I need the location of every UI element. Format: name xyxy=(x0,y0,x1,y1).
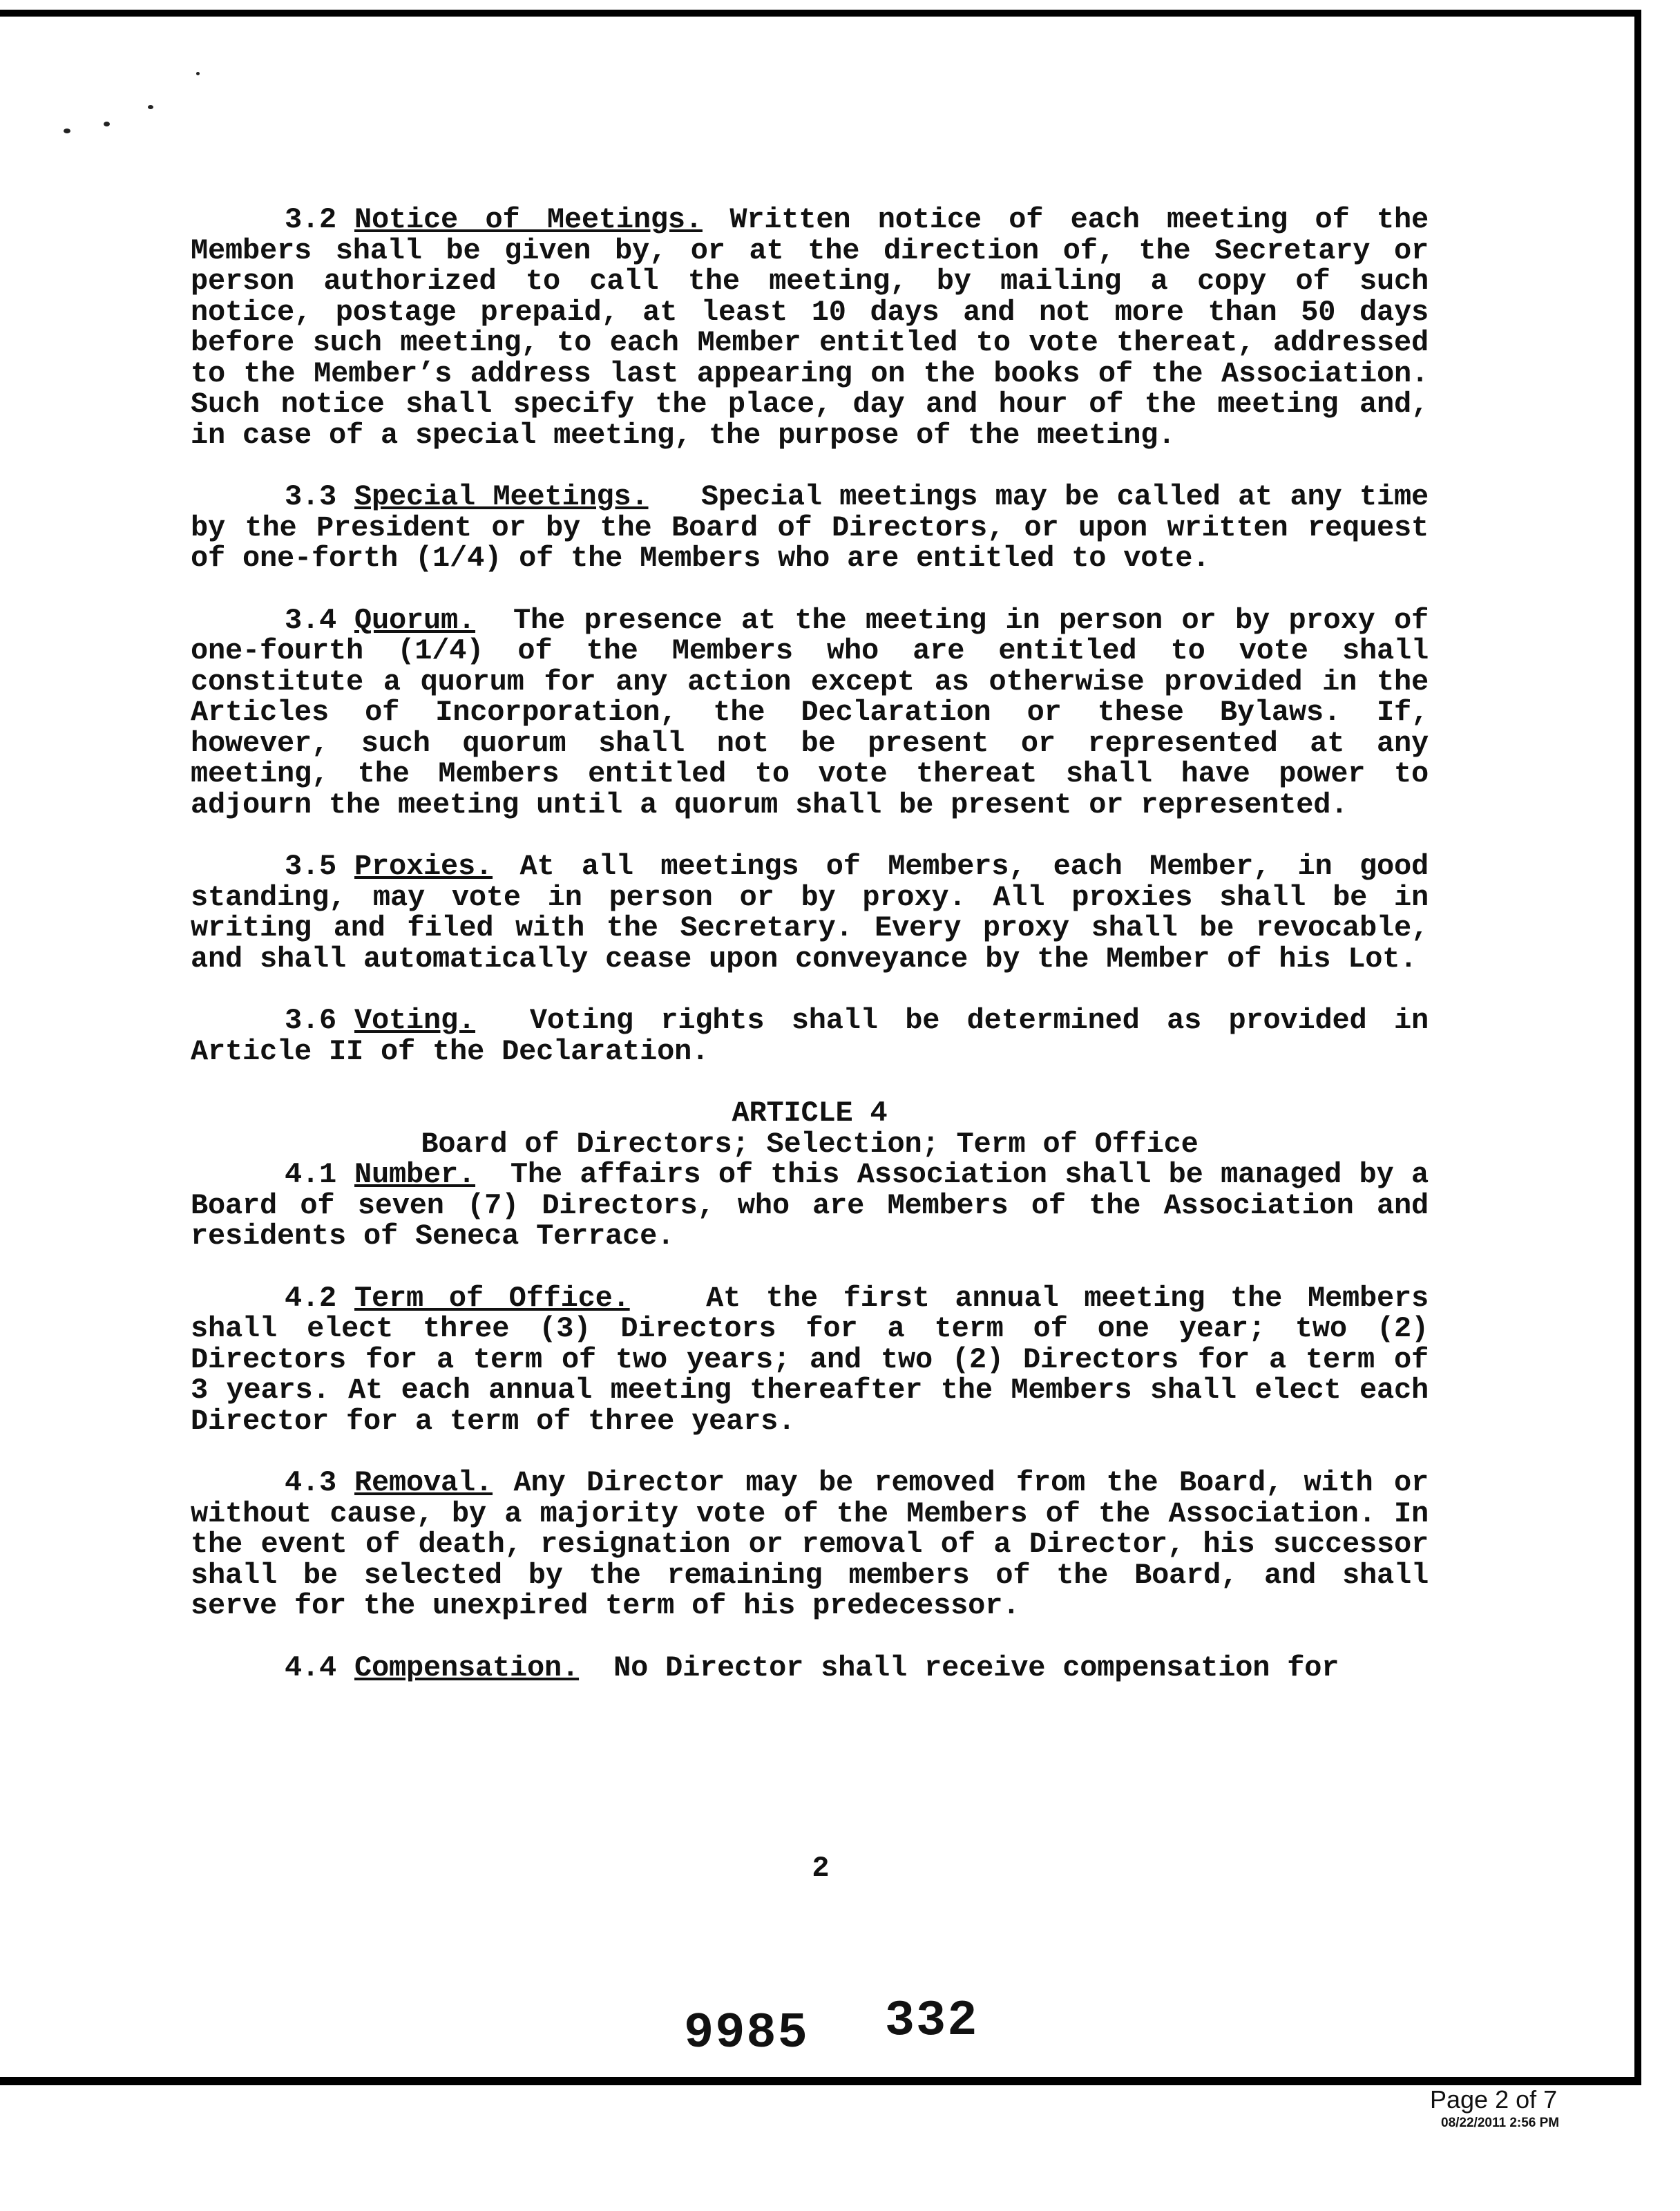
scan-speck xyxy=(64,129,70,133)
section-4-2 xyxy=(191,1283,1429,1437)
section-number: 4.1 xyxy=(285,1158,337,1191)
footer-timestamp: 08/22/2011 2:56 PM xyxy=(1441,2116,1560,2130)
section-number: 3.5 xyxy=(285,850,337,883)
section-text: The presence at the meeting in person or by proxy of one-fourth (1/4) of the Members who are entitled to vote shall constitute a quorum for any action except as otherwise provided in the Articles of Incorporation, the Declaration or these Bylaws. If, however, such quorum shall not be present or represented at any meeting, the Members entitled to vote thereat shall have power to adjourn the meeting until a quorum shall be present or represented. xyxy=(191,603,1429,822)
section-3-3 xyxy=(191,482,1429,574)
section-3-2 xyxy=(191,205,1429,450)
section-text: Written notice of each meeting of the Members shall be given by, or at the direction of, the Secretary or person authorized to call the meeting, by mailing a copy of such notice, postage prepaid, at least 10 days and not more than 50 days before such meeting, to each Member entitled to vote thereat, addressed to the Member’s address last appearing on the books of the Association. Such notice shall specify the place, day and hour of the meeting and, in case of a special meeting, the purpose of the meeting. xyxy=(191,203,1429,452)
page-bottom-rule xyxy=(0,2077,1641,2085)
section-heading: Proxies. xyxy=(354,850,493,883)
section-heading: Quorum. xyxy=(354,603,476,637)
section-heading: Special Meetings. xyxy=(354,480,649,513)
section-heading: Term of Office. xyxy=(354,1281,630,1315)
article-title: ARTICLE 4 xyxy=(732,1097,888,1130)
section-number: 4.2 xyxy=(285,1281,337,1315)
section-text: The affairs of this Association shall be managed by a Board of seven (7) Directors, who are Members of the Association and residents of Seneca Terrace. xyxy=(191,1158,1429,1253)
section-text: Any Director may be removed from the Board, with or without cause, by a majority vote of the Members of the Association. In the event of death, resignation or removal of a Director, his successor shall be selected by the remaining members of the Board, and shall serve for the unexpired term of his predecessor. xyxy=(191,1466,1429,1622)
section-text: No Director shall receive compensation for xyxy=(613,1651,1339,1685)
scan-speck xyxy=(148,105,153,109)
section-number: 4.3 xyxy=(285,1466,337,1499)
section-number: 4.4 xyxy=(285,1651,337,1685)
recording-book: 9985 xyxy=(684,2005,809,2062)
recording-reference xyxy=(684,1993,979,2062)
article-subtitle: Board of Directors; Selection; Term of Office xyxy=(421,1127,1199,1161)
scan-speck xyxy=(104,122,110,126)
section-number: 3.3 xyxy=(285,480,337,513)
footer-page-label: Page 2 of 7 xyxy=(1430,2085,1558,2114)
section-heading: Number. xyxy=(354,1158,476,1191)
section-4-1 xyxy=(191,1159,1429,1252)
section-text: Special meetings may be called at any time by the President or by the Board of Directors, or upon written request of one-forth (1/4) of the Members who are entitled to vote. xyxy=(191,480,1429,575)
section-3-6 xyxy=(191,1005,1429,1067)
scan-speck xyxy=(196,72,200,75)
section-heading: Voting. xyxy=(354,1004,476,1037)
section-3-5 xyxy=(191,851,1429,974)
section-4-4 xyxy=(191,1653,1429,1684)
section-text: Voting rights shall be determined as provided in Article II of the Declaration. xyxy=(191,1004,1429,1068)
section-text: At the first annual meeting the Members shall elect three (3) Directors for a term of one year; two (2) Directors for a term of two years; and two (2) Directors for a term of 3 years. At each annual meeting thereafter the Members shall elect each Director for a term of three years. xyxy=(191,1281,1429,1438)
section-heading: Notice of Meetings. xyxy=(354,203,703,236)
section-number: 3.2 xyxy=(285,203,337,236)
section-text: At all meetings of Members, each Member, in good standing, may vote in person or by proxy. All proxies shall be in writing and filed with the Secretary. Every proxy shall be revocable, and shall automatically cease upon conveyance by the Member of his Lot. xyxy=(191,850,1429,976)
recording-page: 332 xyxy=(884,1993,979,2049)
page-number: 2 xyxy=(812,1852,830,1885)
section-number: 3.4 xyxy=(285,603,337,637)
document-body xyxy=(191,205,1429,1714)
section-heading: Compensation. xyxy=(354,1651,580,1685)
section-4-3 xyxy=(191,1468,1429,1622)
section-heading: Removal. xyxy=(354,1466,493,1499)
section-number: 3.6 xyxy=(285,1004,337,1037)
section-3-4 xyxy=(191,605,1429,821)
